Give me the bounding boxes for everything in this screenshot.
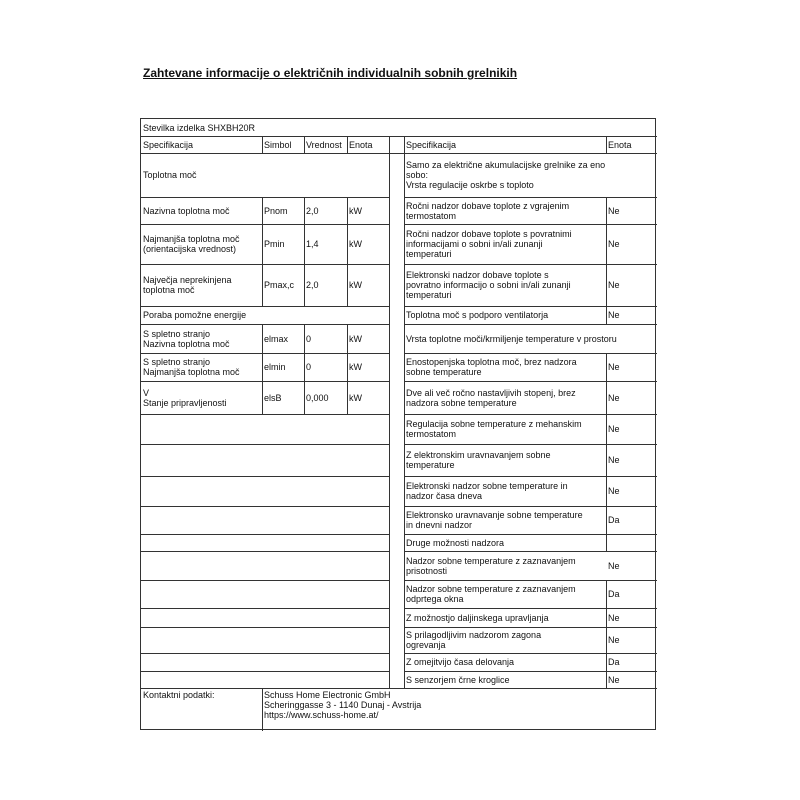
row-divider <box>141 608 389 609</box>
row-divider <box>404 551 657 552</box>
header-value-line: Vrednost <box>306 140 342 150</box>
value-cell <box>306 239 346 249</box>
section-other-controls <box>406 538 656 548</box>
value-cell <box>608 455 656 465</box>
spec-label-line: Elektronski nadzor sobne temperature in <box>406 481 568 491</box>
value-cell-line: 0 <box>306 334 312 344</box>
unit-cell <box>349 334 388 344</box>
symbol-cell-line: elsB <box>264 393 282 403</box>
spec-label-line: Toplotna moč s podporo ventilatorja <box>406 310 549 320</box>
spec-label-line: Najmanjša toplotna moč <box>143 367 240 377</box>
spec-label <box>143 206 261 216</box>
spec-label-line: informacijami o sobni in/ali zunanji <box>406 239 543 249</box>
column-divider <box>606 580 607 688</box>
row-divider <box>141 224 389 225</box>
row-divider <box>141 414 389 415</box>
symbol-cell-line: elmin <box>264 362 286 372</box>
contact-details-line: Scheringgasse 3 - 1140 Dunaj - Avstrija <box>264 700 422 710</box>
spec-label-line: Nadzor sobne temperature z zaznavanjem <box>406 556 576 566</box>
spec-label-line: ogrevanja <box>406 640 446 650</box>
unit-cell-line: kW <box>349 280 362 290</box>
symbol-cell-line: Pmax,c <box>264 280 295 290</box>
spec-label-line: Regulacija sobne temperature z mehanskim <box>406 419 582 429</box>
spec-label-line: V <box>143 388 150 398</box>
spec-label-line: temperature <box>406 460 455 470</box>
value-cell <box>608 239 656 249</box>
column-divider <box>262 324 263 414</box>
spec-label <box>406 657 605 667</box>
symbol-cell-line: Pnom <box>264 206 288 216</box>
row-divider <box>141 580 389 581</box>
spec-label-line: Nadzor sobne temperature z zaznavanjem <box>406 584 576 594</box>
value-cell <box>608 613 656 623</box>
value-cell <box>608 515 656 525</box>
unit-cell-line: kW <box>349 206 362 216</box>
value-cell <box>306 206 346 216</box>
row-divider <box>404 197 657 198</box>
header-symbol <box>264 140 303 150</box>
spec-label-line: S senzorjem črne kroglice <box>406 675 510 685</box>
value-cell <box>306 393 346 403</box>
spec-label-line: Elektronsko uravnavanje sobne temperature <box>406 510 583 520</box>
value-cell-line: 2,0 <box>306 206 319 216</box>
storage-heater-note-line: sobo: <box>406 170 429 180</box>
value-cell-line: Ne <box>608 239 620 249</box>
column-divider <box>606 197 607 324</box>
contact-label <box>143 690 261 700</box>
symbol-cell-line: Pmin <box>264 239 285 249</box>
contact-details-line: https://www.schuss-home.at/ <box>264 710 379 720</box>
spec-label-line: Z možnostjo daljinskega upravljanja <box>406 613 549 623</box>
model-number <box>143 123 640 133</box>
spec-label-line: Nazivna toplotna moč <box>143 206 230 216</box>
column-divider <box>304 324 305 414</box>
spec-label-line: sobne temperature <box>406 367 482 377</box>
column-divider <box>606 353 607 551</box>
value-cell <box>608 675 656 685</box>
section-heat-output-line: Toplotna moč <box>143 170 197 180</box>
spec-label <box>406 270 605 300</box>
unit-cell <box>349 393 388 403</box>
spec-label <box>406 310 605 320</box>
value-cell-line: Ne <box>608 635 620 645</box>
row-divider <box>141 506 389 507</box>
spec-label-line: Ročni nadzor dobave toplote z vgrajenim <box>406 201 570 211</box>
spec-label-line: temperaturi <box>406 249 452 259</box>
symbol-cell <box>264 206 303 216</box>
value-cell <box>608 362 656 372</box>
spec-label <box>406 613 605 623</box>
value-cell <box>608 589 656 599</box>
row-divider <box>404 306 657 307</box>
column-divider <box>262 688 263 731</box>
spec-label <box>143 357 261 377</box>
storage-heater-note <box>406 160 656 190</box>
value-cell-line: 0 <box>306 362 312 372</box>
value-cell-line: Da <box>608 515 620 525</box>
column-divider <box>389 136 390 688</box>
header-value <box>306 140 346 150</box>
symbol-cell <box>264 239 303 249</box>
row-divider <box>141 306 389 307</box>
row-divider <box>141 353 389 354</box>
header-unit <box>608 140 656 150</box>
row-divider <box>404 534 657 535</box>
unit-cell-line: kW <box>349 393 362 403</box>
spec-label-line: toplotna moč <box>143 285 195 295</box>
row-divider <box>141 381 389 382</box>
specification-table <box>140 118 656 730</box>
header-unit-line: Enota <box>349 140 373 150</box>
spec-label <box>406 630 605 650</box>
value-cell <box>306 334 346 344</box>
spec-label-line: Ročni nadzor dobave toplote s povratnimi <box>406 229 572 239</box>
contact-label-line: Kontaktni podatki: <box>143 690 215 700</box>
spec-label <box>406 357 605 377</box>
row-divider <box>404 506 657 507</box>
row-divider <box>404 627 657 628</box>
value-cell-line: Ne <box>608 486 620 496</box>
spec-label <box>143 275 261 295</box>
symbol-cell <box>264 280 303 290</box>
spec-label <box>406 481 605 501</box>
header-spec <box>143 140 261 150</box>
column-divider <box>262 197 263 306</box>
symbol-cell <box>264 393 303 403</box>
value-cell-line: Ne <box>608 613 620 623</box>
value-cell-line: Ne <box>608 393 620 403</box>
value-cell <box>608 424 656 434</box>
spec-label <box>406 675 605 685</box>
value-cell <box>608 393 656 403</box>
storage-heater-note-line: Samo za električne akumulacijske grelnike za eno <box>406 160 606 170</box>
header-symbol-line: Simbol <box>264 140 292 150</box>
row-divider <box>141 444 389 445</box>
column-divider <box>304 136 305 153</box>
row-divider <box>141 153 389 154</box>
header-spec-line: Specifikacija <box>143 140 194 150</box>
document-title: Zahtevane informacije o električnih individualnih sobnih grelnikih <box>143 66 518 80</box>
unit-cell <box>349 362 388 372</box>
spec-label-line: Z omejitvijo časa delovanja <box>406 657 515 667</box>
value-cell-line: Da <box>608 589 620 599</box>
section-other-controls-line: Druge možnosti nadzora <box>406 538 505 548</box>
column-divider <box>347 324 348 414</box>
column-divider <box>404 136 405 688</box>
spec-label-line: Dve ali več ročno nastavljivih stopenj, brez <box>406 388 576 398</box>
value-cell <box>306 362 346 372</box>
spec-label <box>406 584 605 604</box>
spec-label-line: odprtega okna <box>406 594 464 604</box>
unit-cell <box>349 280 388 290</box>
spec-label <box>406 510 605 530</box>
section-heat-output <box>143 170 388 180</box>
value-cell <box>608 486 656 496</box>
row-divider <box>404 224 657 225</box>
unit-cell-line: kW <box>349 239 362 249</box>
value-cell <box>608 206 656 216</box>
spec-label-line: S prilagodljivim nadzorom zagona <box>406 630 542 640</box>
row-divider <box>141 534 389 535</box>
value-cell-line: Ne <box>608 310 620 320</box>
row-divider <box>141 671 389 672</box>
spec-label-line: (orientacijska vrednost) <box>143 244 237 254</box>
spec-label-line: termostatom <box>406 211 457 221</box>
symbol-cell <box>264 362 303 372</box>
value-cell-line: 2,0 <box>306 280 319 290</box>
spec-label-line: S spletno stranjo <box>143 329 211 339</box>
storage-heater-note-line: Vrsta regulacije oskrbe s toploto <box>406 180 534 190</box>
header-spec <box>406 140 605 150</box>
value-cell-line: 1,4 <box>306 239 319 249</box>
row-divider <box>141 324 389 325</box>
spec-label <box>406 450 605 470</box>
spec-label-line: Najmanjša toplotna moč <box>143 234 240 244</box>
spec-label <box>143 329 261 349</box>
column-divider <box>606 136 607 153</box>
value-cell <box>608 280 656 290</box>
column-divider <box>304 197 305 306</box>
spec-label-line: in dnevni nadzor <box>406 520 473 530</box>
symbol-cell-line: elmax <box>264 334 289 344</box>
spec-label-line: prisotnosti <box>406 566 448 576</box>
row-divider <box>404 444 657 445</box>
row-divider <box>141 264 389 265</box>
row-divider <box>404 580 657 581</box>
value-cell-line: Ne <box>608 206 620 216</box>
value-cell-line: Ne <box>608 561 620 571</box>
spec-label <box>143 234 261 254</box>
value-cell <box>608 657 656 667</box>
spec-label-line: Nazivna toplotna moč <box>143 339 230 349</box>
spec-label-line: Elektronski nadzor dobave toplote s <box>406 270 549 280</box>
spec-label-line: S spletno stranjo <box>143 357 211 367</box>
symbol-cell <box>264 334 303 344</box>
unit-cell <box>349 239 388 249</box>
row-divider <box>141 476 389 477</box>
spec-label-line: Z elektronskim uravnavanjem sobne <box>406 450 551 460</box>
header-unit-line: Enota <box>608 140 632 150</box>
spec-label <box>406 419 605 439</box>
unit-cell-line: kW <box>349 334 362 344</box>
value-cell-line: Ne <box>608 455 620 465</box>
row-divider <box>141 653 389 654</box>
header-unit <box>349 140 388 150</box>
spec-label <box>406 388 605 408</box>
row-divider <box>141 627 389 628</box>
row-divider <box>404 608 657 609</box>
spec-label-line: termostatom <box>406 429 457 439</box>
section-heat-output-type <box>406 334 656 344</box>
column-divider <box>262 136 263 153</box>
value-cell-line: Ne <box>608 675 620 685</box>
value-cell-line: Ne <box>608 424 620 434</box>
contact-details-line: Schuss Home Electronic GmbH <box>264 690 391 700</box>
contact-details <box>264 690 656 720</box>
value-cell <box>608 310 656 320</box>
column-divider <box>347 197 348 306</box>
spec-label-line: Stanje pripravljenosti <box>143 398 227 408</box>
column-divider <box>347 136 348 153</box>
header-spec-line: Specifikacija <box>406 140 457 150</box>
row-divider <box>404 153 657 154</box>
section-heat-output-type-line: Vrsta toplotne moči/krmiljenje temperature v prostoru <box>406 334 617 344</box>
row-divider <box>404 353 657 354</box>
value-cell-line: Ne <box>608 280 620 290</box>
spec-label-line: Enostopenjska toplotna moč, brez nadzora <box>406 357 577 367</box>
value-cell <box>306 280 346 290</box>
spec-label <box>143 388 261 408</box>
spec-label <box>406 201 605 221</box>
spec-label-line: povratno informacijo o sobni in/ali zunanji <box>406 280 571 290</box>
row-divider <box>404 264 657 265</box>
spec-label-line: Največja neprekinjena <box>143 275 232 285</box>
row-divider <box>141 197 389 198</box>
spec-label <box>406 556 605 576</box>
row-divider <box>141 136 657 137</box>
value-cell-line: Ne <box>608 362 620 372</box>
unit-cell <box>349 206 388 216</box>
spec-label-line: nadzor časa dneva <box>406 491 483 501</box>
row-divider <box>404 688 657 689</box>
spec-label-line: temperaturi <box>406 290 452 300</box>
row-divider <box>404 381 657 382</box>
value-cell-line: Da <box>608 657 620 667</box>
value-cell <box>608 635 656 645</box>
row-divider <box>404 414 657 415</box>
spec-label-line: nadzora sobne temperature <box>406 398 517 408</box>
row-divider <box>404 324 657 325</box>
row-divider <box>404 671 657 672</box>
value-cell <box>608 561 656 571</box>
row-divider <box>141 551 389 552</box>
section-auxiliary <box>143 310 388 320</box>
model-number-line: Stevilka izdelka SHXBH20R <box>143 123 256 133</box>
unit-cell-line: kW <box>349 362 362 372</box>
spec-label <box>406 229 605 259</box>
row-divider <box>404 653 657 654</box>
section-auxiliary-line: Poraba pomožne energije <box>143 310 247 320</box>
value-cell-line: 0,000 <box>306 393 329 403</box>
row-divider <box>404 476 657 477</box>
